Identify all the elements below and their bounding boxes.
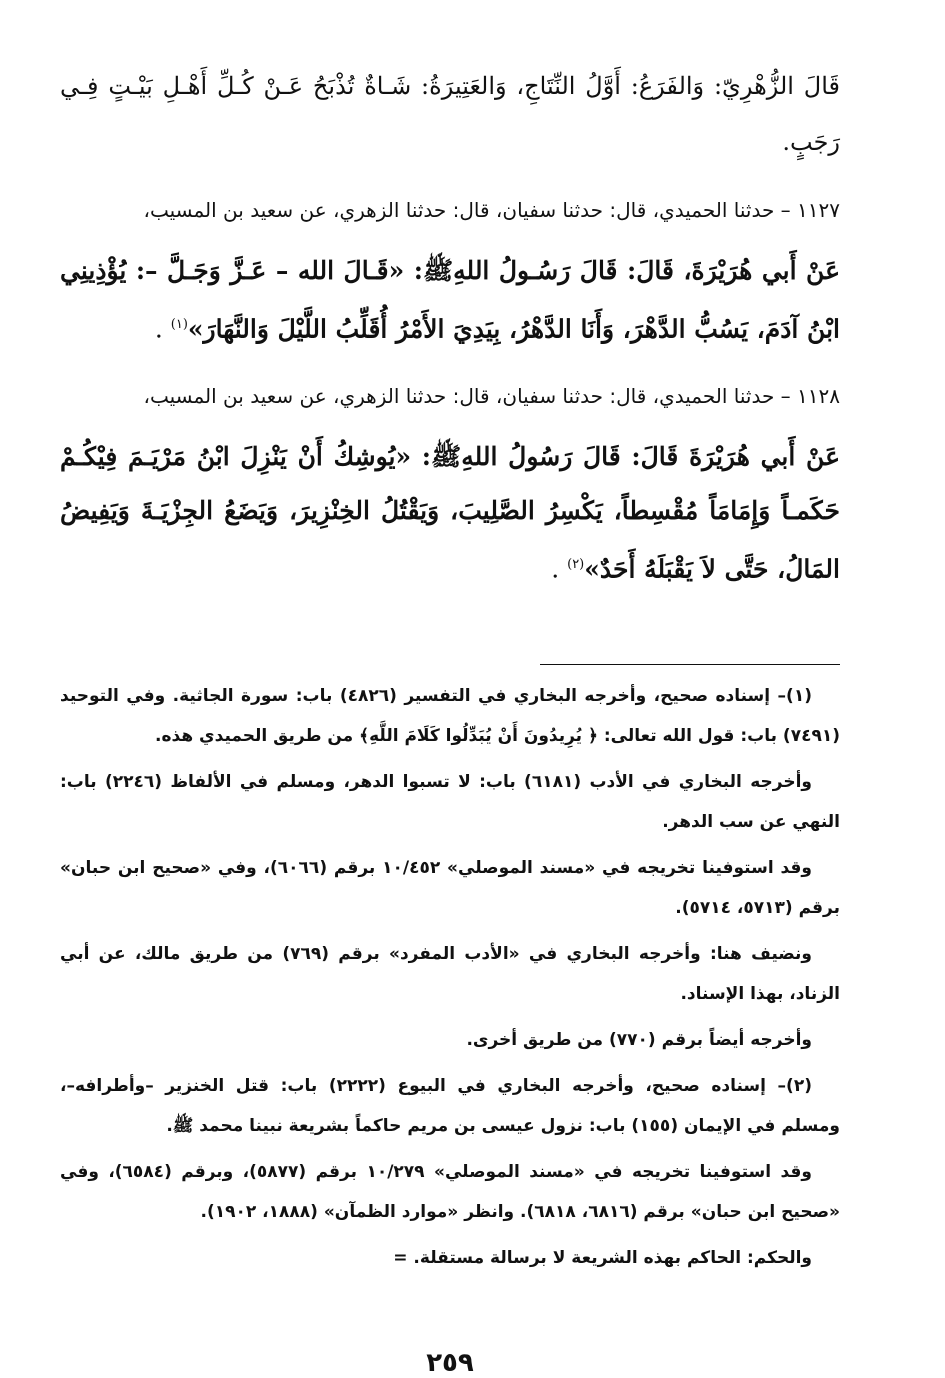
footnote-1-istawfayna: وقد استوفينا تخريجه في «مسند الموصلي» ١٠/٤٥٢ برقم (٦٠٦٦)، وفي «صحيح ابن حبان» برقم (٥٧١٣، ٥٧١٤).: [60, 858, 840, 918]
hadith-1128-matn: عَنْ أَبي هُرَيْرَةَ قَالَ: قَالَ رَسُولُ اللهِﷺ: «يُوشِكُ أَنْ يَنْزِلَ ابْنُ مَرْيَـمَ فِيْكُـمْ حَكَمـاً وَإِمَامَاً مُقْسِطاً، يَكْسِرُ الصَّلِيبَ، وَيَقْتُلُ الخِنْزِيرَ، وَيَضَعُ الجِزْيَـةَ وَيَفِيضُ المَالُ، حَتَّى لاَ يَقْبَلَهُ أَحَدٌ»: [60, 442, 840, 584]
footnote-2-istawfayna: وقد استوفينا تخريجه في «مسند الموصلي» ١٠/٢٧٩ برقم (٥٨٧٧)، وبرقم (٦٥٨٤)، وفي «صحيح ابن حبان» برقم (٦٨١٦، ٦٨١٨). وانظر «موارد الظمآن» (١٨٨٨، ١٩٠٢).: [60, 1162, 840, 1222]
main-text: [60, 58, 840, 597]
footnote-1-another-way: وأخرجه أيضاً برقم (٧٧٠) من طريق أخرى.: [466, 1030, 812, 1050]
footnote-1-nudif: ونضيف هنا: وأخرجه البخاري في «الأدب المفرد» برقم (٧٦٩) من طريق مالك، عن أبي الزناد، بهذا الإسناد.: [60, 944, 840, 1004]
footnote-1-bukhari-adab: وأخرجه البخاري في الأدب (٦١٨١) باب: لا تسبوا الدهر، ومسلم في الألفاظ (٢٢٤٦) باب: النهي عن سب الدهر.: [60, 772, 840, 832]
footnotes: [60, 676, 840, 1284]
book-page: [60, 58, 840, 1378]
hadith-1127-isnad: ١١٢٧ – حدثنا الحميدي، قال: حدثنا سفيان، قال: حدثنا الزهري، عن سعيد بن المسيب،: [143, 198, 840, 222]
footnote-divider: [540, 664, 840, 665]
hadith-1127-matn: عَنْ أَبي هُرَيْرَةَ، قَالَ: قَالَ رَسُـولُ اللهِﷺ: «قَـالَ الله – عَـزَّ وَجَـلَّ –: يُؤْذِينِي ابْنُ آدَمَ، يَسُبُّ الدَّهْرَ، وَأَنَا الدَّهْرُ، بِيَدِيَ الأَمْرُ أُقَلِّبُ اللَّيْلَ وَالنَّهَارَ»: [60, 256, 840, 344]
footnote-ref-2[interactable]: (٢): [567, 557, 585, 573]
footnote-1-main: (١)– إسناده صحيح، وأخرجه البخاري في التفسير (٤٨٢٦) باب: سورة الجاثية. وفي التوحيد (٧٤٩١) باب: قول الله تعالى: ﴿ يُرِيدُونَ أَنْ يُبَدِّلُوا كَلَامَ اللَّهِ﴾ من طريق الحميدي هذه.: [60, 686, 840, 746]
page-number: ٢٥٩: [426, 1348, 474, 1378]
footnote-ref-1[interactable]: (١): [170, 317, 188, 332]
paragraph-zuhri: قَالَ الزُّهْرِيّ: وَالفَرَعُ: أَوَّلُ النِّتَاجِ، وَالعَتِيرَةُ: شَـاةٌ تُذْبَحُ عَـنْ كُـلِّ أَهْـلِ بَيْـتٍ فِـي رَجَبٍ.: [60, 72, 840, 156]
footnote-2-main: (٢)– إسناده صحيح، وأخرجه البخاري في البيوع (٢٢٢٢) باب: قتل الخنزير –وأطرافه–، ومسلم في الإيمان (١٥٥) باب: نزول عيسى بن مريم حاكماً بشريعة نبينا محمد ﷺ.: [60, 1076, 840, 1136]
hadith-1128-isnad: ١١٢٨ – حدثنا الحميدي، قال: حدثنا سفيان، قال: حدثنا الزهري، عن سعيد بن المسيب،: [143, 384, 840, 409]
footnote-2-hakam: والحكم: الحاكم بهذه الشريعة لا برسالة مستقلة. =: [393, 1248, 812, 1268]
hadith-1128-text: عَنْ أَبي هُرَيْرَةَ قَالَ: قَالَ رَسُولُ اللهِﷺ: «يُوشِكُ أَنْ يَنْزِلَ ابْنُ مَرْيَـمَ فِيْكُـمْ حَكَمـاً وَإِمَامَاً مُقْسِطاً، يَكْسِرُ الصَّلِيبَ، وَيَقْتُلُ الخِنْزِيرَ، وَيَضَعُ الجِزْيَـةَ وَيَفِيضُ المَالُ، حَتَّى لاَ يَقْبَلَهُ أَحَدٌ»$^{(٢)}$ .: [60, 442, 840, 584]
hadith-1127-text: عَنْ أَبي هُرَيْرَةَ، قَالَ: قَالَ رَسُـولُ اللهِﷺ: «قَـالَ الله – عَـزَّ وَجَـلَّ –: يُؤْذِينِي ابْنُ آدَمَ، يَسُبُّ الدَّهْرَ، وَأَنَا الدَّهْرُ، بِيَدِيَ الأَمْرُ أُقَلِّبُ اللَّيْلَ وَالنَّهَارَ»$^{(١)}$ .: [60, 256, 840, 344]
